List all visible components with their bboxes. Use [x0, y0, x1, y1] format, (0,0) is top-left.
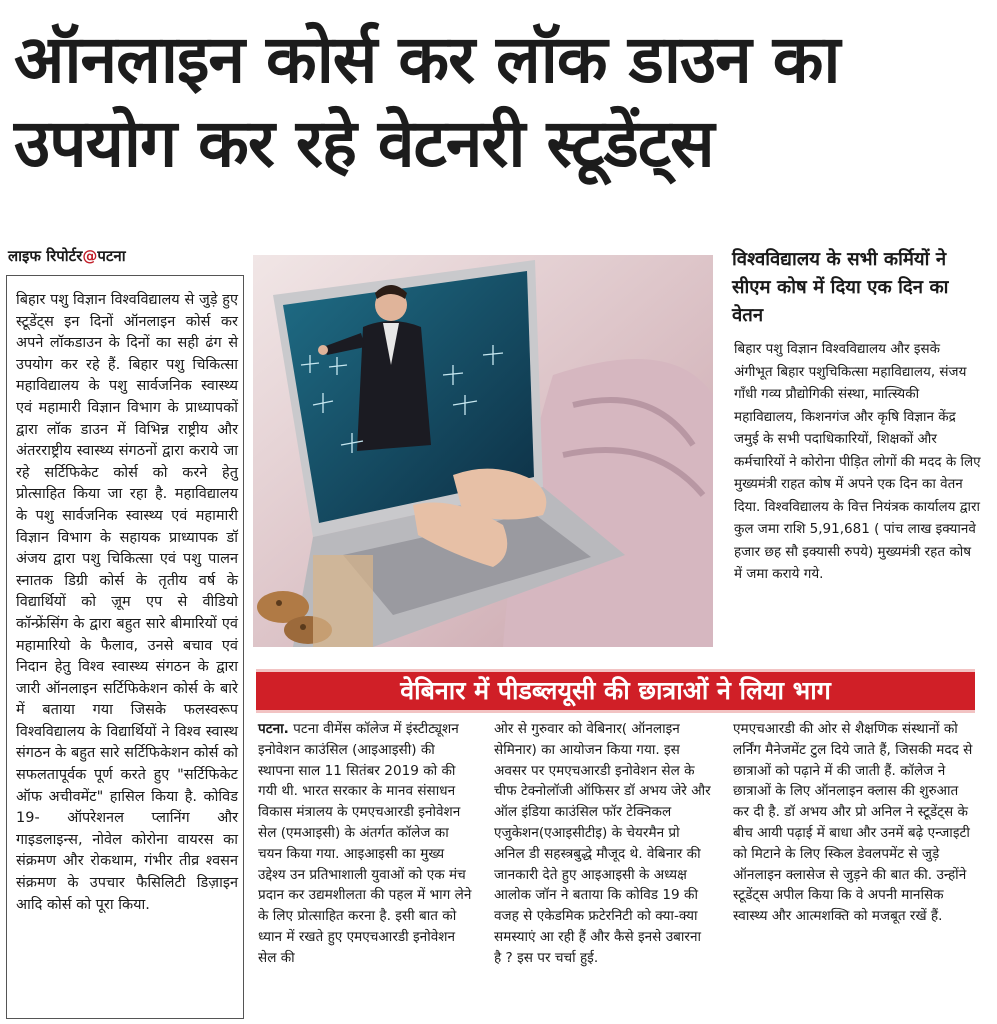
sidebar-heading: विश्वविद्यालय के सभी कर्मियों ने सीएम कोष में दिया एक दिन का वेतन [732, 249, 949, 326]
byline-at: @ [82, 247, 98, 265]
photo-illustration [253, 255, 713, 647]
second-story-column-1-text: पटना वीमेंस कॉलेज में इंस्टीट्यूशन इनोवेशन काउंसिल (आइआइसी) की स्थापना साल 11 सितंबर 2019 को की गयी थी. भारत सरकार के मानव संसाधन विकास मंत्रालय के एमएचआरडी इनोवेशन सेल (एमआइसी) के अंतर्गत कॉलेज का चयन किया गया. आइआइसी का मुख्य उद्देश्य उन प्रतिभाशाली युवाओं को एक मंच प्रदान कर उद्यमशीलता की पहल में भाग लेने के लिए प्रोत्साहित करना है. इसी बात को ध्यान में रखते हुए एमएचआरडी इनोवेशन सेल की [258, 721, 472, 966]
second-story-column-3: एमएचआरडी की ओर से शैक्षणिक संस्थानों को लर्निंग मैनेजमेंट टुल दिये जाते हैं, जिसकी मदद से छात्राओं को पढ़ाने में की जाती हैं. कॉलेज ने छात्राओं के लिए ऑनलाइन क्लास की शुरुआत कर दी है. डॉ अभय और प्रो अनिल ने स्टूडेंट्स के बीच आयी पढ़ाई में बाधा और उनमें बढ़े एन्जाइटी को मिटाने के लिए स्किल डेवलपमेंट से जुड़े ऑनलाइन क्लासेज से जुड़ने की बात की. उन्होंने स्टूडेंट्स अपील किया कि वे अपनी मानसिक स्वास्थ्य और आत्मशक्ति को मजबूत रखें हैं. [733, 721, 973, 925]
headline-line-2: उपयोग कर रहे वेटनरी स्टूडेंट्स [14, 105, 714, 182]
byline-reporter: लाइफ रिपोर्टर [8, 247, 83, 265]
second-story-column-1 [258, 719, 474, 969]
banner-title: वेबिनार में पीडब्लयूसी की छात्राओं ने लिया भाग [400, 676, 831, 705]
sidebar-text: बिहार पशु विज्ञान विश्वविद्यालय और इसके अंगीभूत बिहार पशुचिकित्सा महाविद्यालय, संजय गाँधी गव्य प्रौद्योगिकी संस्था, मात्स्यिकी महाविद्यालय, किशनगंज और कृषि विज्ञान केंद्र जमुई के सभी पदाधिकारियों, शिक्षकों और कर्मचारियों ने कोरोना पीड़ित लोगों की मदद के लिए मुख्यमंत्री राहत कोष में अपने एक दिन का वेतन दिया. विश्वविद्यालय के वित्त नियंत्रक कार्यालय द्वारा कुल जमा राशि 5,91,681 ( पांच लाख इक्यानवे हजार छह सौ इक्यासी रुपये) मुख्यमंत्री रहत कोष में जमा कराये गये. [734, 341, 981, 582]
headline [14, 18, 984, 186]
byline-city: पटना [97, 247, 126, 265]
laptop-online-class-photo [253, 255, 713, 647]
second-story-banner [256, 669, 975, 713]
headline-line-1: ऑनलाइन कोर्स कर लॉक डाउन का [14, 21, 840, 98]
second-story-column-2: ओर से गुरुवार को वेबिनार( ऑनलाइन सेमिनार) का आयोजन किया गया. इस अवसर पर एमएचआरडी इनोवेशन सेल के चीफ टेक्नोलॉजी ऑफिसर डॉ अभय जेरे और ऑल इंडिया काउंसिल फॉर टेक्निकल एजुकेशन(एआइसीटीइ) के चेयरमैन प्रो अनिल डी सहस्त्रबुद्धे मौजूद थे. वेबिनार की जानकारी देते हुए आइआइसी के अध्यक्ष आलोक जॉन ने बताया कि कोविड 19 की वजह से एकेडमिक फ्रटेरनिटी को क्या-क्या समस्याएं आ रही हैं और कैसे इनसे उबारना है ? इस पर चर्चा हुई. [494, 721, 711, 966]
dateline: पटना. [258, 721, 289, 737]
byline [8, 246, 126, 266]
main-story-text: बिहार पशु विज्ञान विश्वविद्यालय से जुड़े हुए स्टूडेंट्स इन दिनों ऑनलाइन कोर्स कर अपने लॉकडाउन के दिनों का सही ढंग से उपयोग कर रहे हैं. बिहार पशु चिकित्सा महाविद्यालय के पशु सार्वजनिक स्वास्थ्य एवं महामारी विज्ञान विभाग के प्राध्यापकों द्वारा लॉक डाउन में विभिन्न राष्ट्रीय और अंतरराष्ट्रीय स्वास्थ्य संगठनों द्वारा कराये जा रहे सर्टिफिकेट कोर्स को करने हेतु प्रोत्साहित किया जा रहा है. महाविद्यालय के पशु सार्वजनिक स्वास्थ्य एवं महामारी विज्ञान विभाग के सहायक प्राध्यापक डॉ अंजय द्वारा पशु चिकित्सा एवं पशु पालन स्नातक डिग्री कोर्स के तृतीय वर्ष के विद्यार्थियों को ज़ूम एप से वीडियो कॉन्फ्रेंसिंग के द्वारा बहुत सारे बीमारियों एवं महामारियो के फैलाव, उनसे बचाव एवं निदान हेतु विश्व स्वास्थ्य संगठन के द्वारा जारी ऑनलाइन सर्टिफिकेशन कोर्स के बारे में बताया गया जिसके फलस्वरूप विश्वविद्यालय के विद्यार्थियों ने विश्व स्वास्थ संगठन के बहुत सारे सर्टिफिकेशन कोर्स को सफलतापूर्वक पूर्ण करते हुए "सर्टिफिकेट ऑफ अचीवमेंट" हासिल किया है. कोविड 19- ऑपरेशनल प्लानिंग और गाइडलाइन्स, नोवेल कोरोना वायरस का संक्रमण और रोकथाम, गंभीर तीव्र श्वसन संक्रमण के उपचार फैसिलिटी डिज़ाइन आदि कोर्स को पूरा किया. [16, 292, 238, 913]
